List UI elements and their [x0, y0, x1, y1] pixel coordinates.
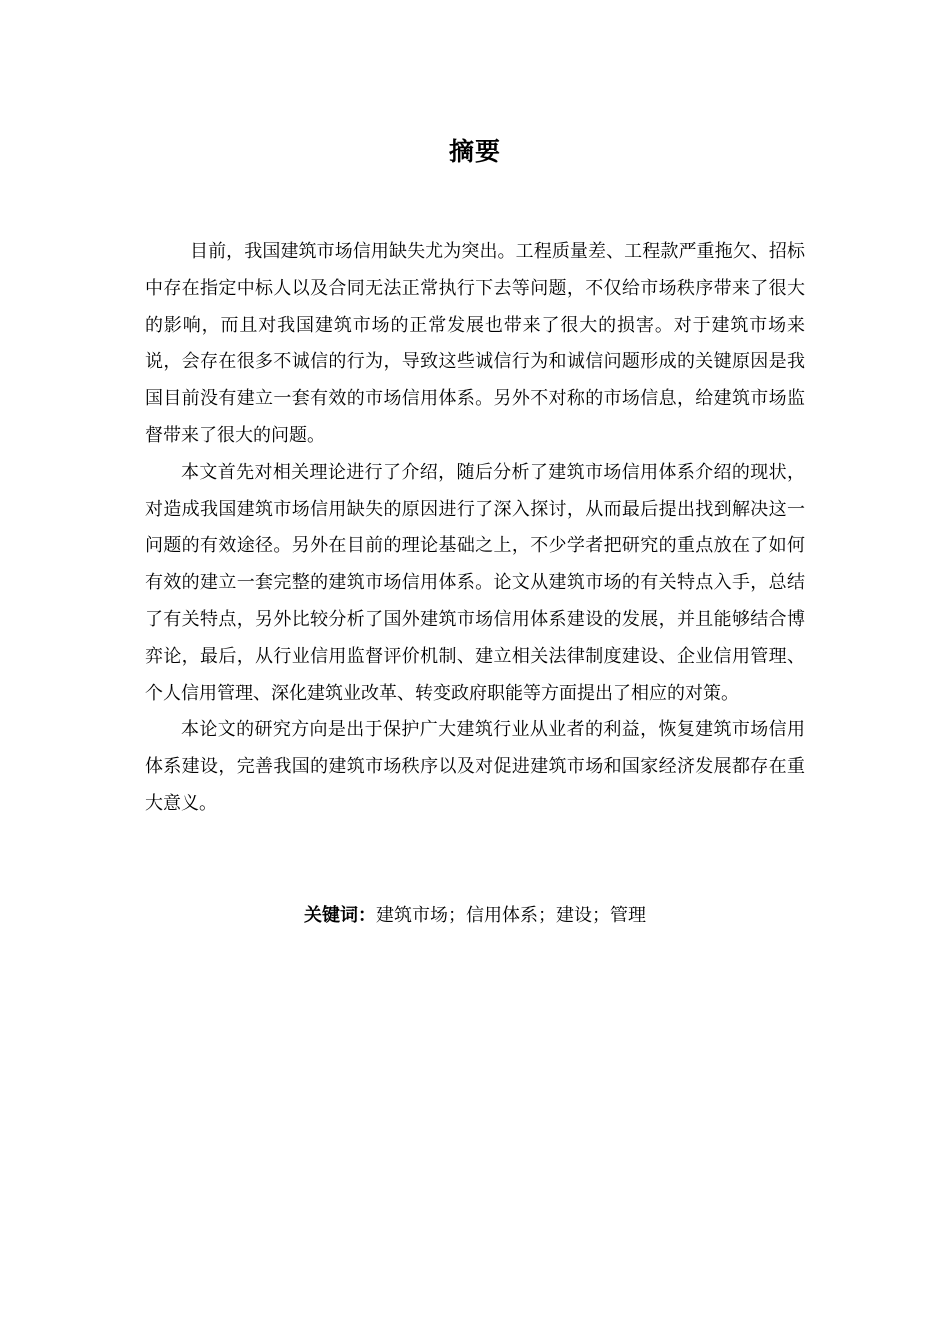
paragraph-3: 本论文的研究方向是出于保护广大建筑行业从业者的利益，恢复建筑市场信用体系建设，完善我国的建筑市场秩序以及对促进建筑市场和国家经济发展都存在重大意义。 — [145, 719, 805, 814]
abstract-body — [145, 234, 805, 823]
keywords-label: 关键词： — [304, 905, 376, 926]
page-title: 摘要 — [448, 137, 501, 166]
keywords-text: 建筑市场；信用体系；建设；管理 — [376, 905, 646, 926]
paragraph-1: 目前，我国建筑市场信用缺失尤为突出。工程质量差、工程款严重拖欠、招标中存在指定中标人以及合同无法正常执行下去等问题，不仅给市场秩序带来了很大的影响，而且对我国建筑市场的正常发展也带来了很大的损害。对于建筑市场来说，会存在很多不诚信的行为，导致这些诚信行为和诚信问题形成的关键原因是我国目前没有建立一套有效的市场信用体系。另外不对称的市场信息，给建筑市场监督带来了很大的问题。 — [145, 241, 805, 446]
paragraph-2: 本文首先对相关理论进行了介绍，随后分析了建筑市场信用体系介绍的现状，对造成我国建筑市场信用缺失的原因进行了深入探讨，从而最后提出找到解决这一问题的有效途径。另外在目前的理论基础之上，不少学者把研究的重点放在了如何有效的建立一套完整的建筑市场信用体系。论文从建筑市场的有关特点入手，总结了有关特点，另外比较分析了国外建筑市场信用体系建设的发展，并且能够结合博弈论，最后，从行业信用监督评价机制、建立相关法律制度建设、企业信用管理、个人信用管理、深化建筑业改革、转变政府职能等方面提出了相应的对策。 — [145, 461, 805, 704]
keywords-line — [0, 898, 950, 934]
